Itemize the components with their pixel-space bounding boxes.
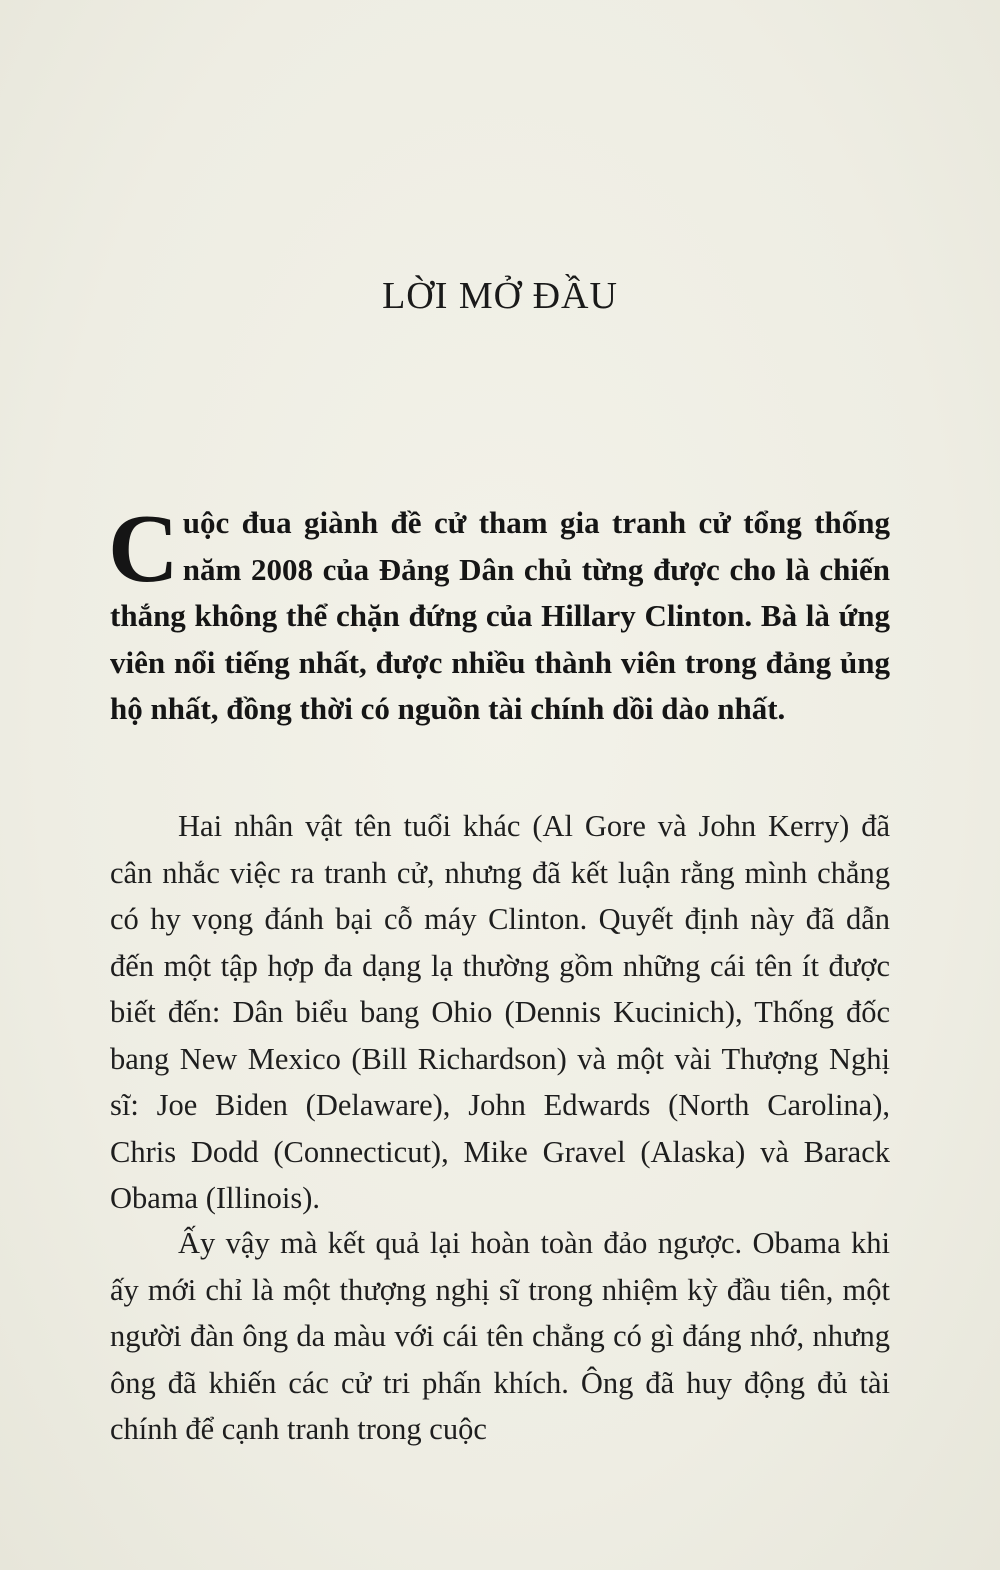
body-paragraph-1: Hai nhân vật tên tuổi khác (Al Gore và John Kerry) đã cân nhắc việc ra tranh cử, nhưng đã kết luận rằng mình chẳng có hy vọng đánh bại cỗ máy Clinton. Quyết định này đã dẫn đến một tập hợp đa dạng lạ thường gồm những cái tên ít được biết đến: Dân biểu bang Ohio (Dennis Kucinich), Thống đốc bang New Mexico (Bill Richardson) và một vài Thượng Nghị sĩ: Joe Biden (Delaware), John Edwards (North Carolina), Chris Dodd (Connecticut), Mike Gravel (Alaska) và Barack Obama (Illinois).: [110, 809, 890, 1215]
intro-text: uộc đua giành đề cử tham gia tranh cử tổng thống năm 2008 của Đảng Dân chủ từng được cho là chiến thắng không thể chặn đứng của Hillary Clinton. Bà là ứng viên nổi tiếng nhất, được nhiều thành viên trong đảng ủng hộ nhất, đồng thời có nguồn tài chính dồi dào nhất.: [110, 505, 890, 726]
intro-paragraph: [108, 495, 890, 733]
body-paragraph-2: Ấy vậy mà kết quả lại hoàn toàn đảo ngược. Obama khi ấy mới chỉ là một thượng nghị sĩ trong nhiệm kỳ đầu tiên, một người đàn ông da màu với cái tên chẳng có gì đáng nhớ, nhưng ông đã khiến các cử tri phấn khích. Ông đã huy động đủ tài chính để cạnh tranh trong cuộc: [110, 1226, 890, 1446]
drop-cap: C: [108, 495, 179, 603]
chapter-title: LỜI MỞ ĐẦU: [382, 275, 618, 317]
